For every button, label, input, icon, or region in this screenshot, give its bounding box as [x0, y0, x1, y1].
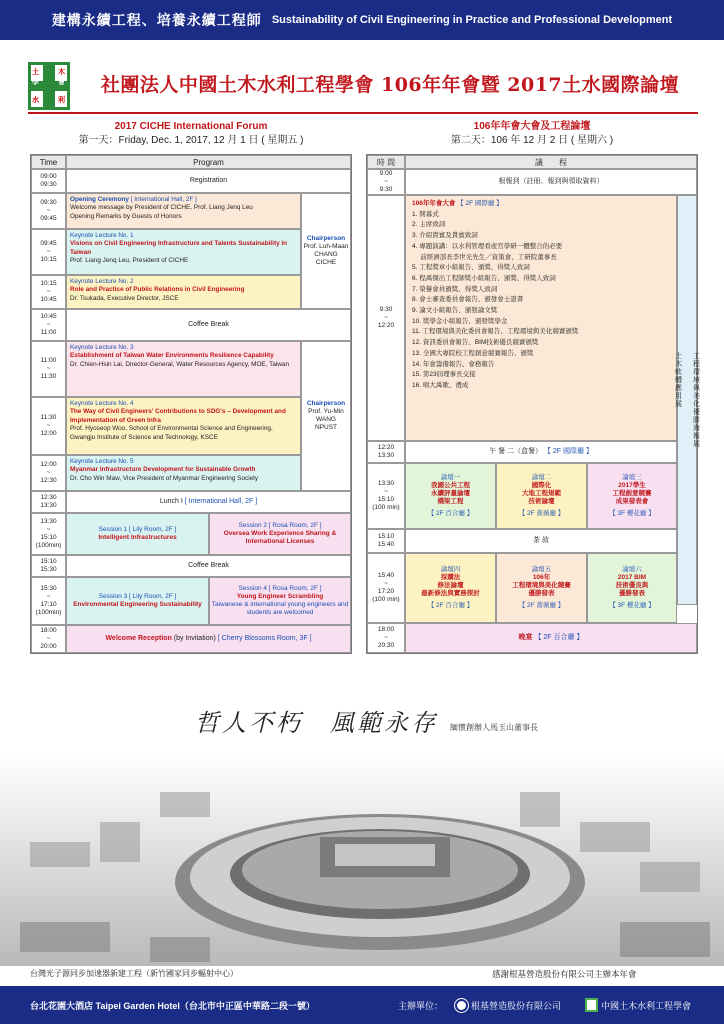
- host-label: 主辦單位：: [398, 1000, 444, 1011]
- session-3: Session 3 [ Lily Room, 2F ] Environmental Engineering Sustainability: [66, 577, 209, 625]
- keynote-3: Keynote Lecture No. 3 Establishment of Taiwan Water Environments Resilience Capability Dr. Chien-Hsin Lai, Director-General, Water Resources Agency, MOE, Taiwan: [66, 341, 301, 397]
- forum-4: 論壇四 採購法 修法論壇 最新修法與實務探討 【 2F 百合廳 】: [405, 553, 496, 623]
- keynote-1: Keynote Lecture No. 1 Visions on Civil Engineering Infrastructure and Talents Sustainability in Taiwan Prof. Liang Jenq Leu, President of CICHE: [66, 229, 301, 275]
- exhibition-column: 工程環境與美化優勝海報展 土木軟體應用展: [677, 195, 697, 605]
- forum-5: 論壇五 106年 工程環境與美化競賽 優勝發表 【 2F 薔薇廳 】: [496, 553, 587, 623]
- session-4: Session 4 [ Rosa Room, 2F ] Young Engineer Scrambling Taiwanese & international young engineers and students are welcomed: [209, 577, 351, 625]
- society-logo-icon: [585, 998, 598, 1012]
- welcome-reception: Welcome Reception (by Invitation) [ Cherry Blossoms Room, 3F ]: [66, 625, 351, 653]
- session-1: Session 1 [ Lily Room, 2F ] Intelligent Infrastructures: [66, 513, 209, 555]
- registration: Registration: [66, 169, 351, 193]
- top-banner: [0, 0, 724, 40]
- banquet: 晚宴 【 2F 百合廳 】: [405, 623, 697, 653]
- chairperson-2: Chairperson Prof. Yu-Min WANG NPUST: [301, 341, 351, 491]
- synchrotron-photo: [0, 752, 724, 966]
- coffee-break-2: Coffee Break: [66, 555, 351, 577]
- footer-bar: [0, 986, 724, 1024]
- ciche-logo: 土 木 水 利 學 會: [28, 62, 70, 110]
- col-time: Time: [31, 155, 66, 169]
- col-program: Program: [66, 155, 351, 169]
- forum-1: 論壇一 我國公共工程 永續評量論壇 橋梁工程 【 2F 百合廳 】: [405, 463, 496, 529]
- col-program-zh: 議 程: [405, 155, 697, 169]
- tea-break: 茶 敘: [405, 529, 677, 553]
- forum-2: 論壇二 國際化 大地工程規範 技術論壇 【 2F 薔薇廳 】: [496, 463, 587, 529]
- venue: 台北花園大酒店 Taipei Garden Hotel（台北市中正區中華路二段一號）: [30, 1000, 315, 1011]
- lunch-1: Lunch I [ International Hall, 2F ]: [66, 491, 351, 513]
- time-registration: 09:00 09:30: [31, 169, 66, 193]
- forum-3: 論壇三 2017學生 工程創意競賽 成果發表會 【 3F 櫻花廳 】: [587, 463, 677, 529]
- session-2: Session 2 [ Rosa Room, 2F ] Oversea Work Experience Sharing & International Licenses: [209, 513, 351, 555]
- company-logo-icon: [455, 999, 468, 1012]
- page-title: 社團法人中國土木水利工程學會 106年年會暨 2017土水國際論壇: [100, 74, 680, 96]
- left-schedule-table: Time Program 09:00 09:30 Registration 09:30 ~ 09:45 Opening Ceremony [ International Hall, 2F ] Welcome message by President of CICHE, Prof. Liang Jenq Leu Opening Remarks by Guests of Honors 09:45 ~ 10:15 Keynote Lecture No. 1 Visions on Civil Engineering Infrastructure and Talents Sustainability in Taiwan Prof. Liang Jenq Leu, President of CICHE 10:15 ~ 10:45 Keynote Lecture No. 2 Role and Practice of Public Relations in Civil Engineering Dr. Tsukada, Executive Director, JSCE Chairperson Prof. Luh-Maan CHANG CICHE 10:45 ~ 11:00 Coffee Break 11:00 ~ 11:30 Keynote Lecture No. 3 Establishment of Taiwan Water Environments Resilience Capability Dr. Chien-Hsin Lai, Director-General, Water Resources Agency, MOE, Taiwan 11:30 ~ 12:00 Keynote Lecture No. 4 The Way of Civil Engineers' Contributions to SDG's – Development and Implementation of Green Infra Prof. Hyoseop Woo, School of Environmental Science and Engineering, Gwangju Institute of Science and Technology, KSCE 12:00 ~ 12:30 Keynote Lecture No. 5 Myanmar Infrastructure Development for Sustainable Growth Dr. Cho Win Maw, Vice President of Myanmar Engineering Society Chairperson Prof. Yu-Min WANG NPUST 12:30 13:30 Lunch I [ International Hall, 2F ] 13:30 ~ 15:10 (100min) Session 1 [ Lily Room, 2F ] Intelligent Infrastructures Session 2 [ Rosa Room, 2F ] Oversea Work Experience Sharing & International Licenses 15:10 15:30 Coffee Break 15:30 ~ 17:10 (100min) Session 3 [ Lily Room, 2F ] Environmental Engineering Sustainability Session 4 [ Rosa Room, 2F ] Young Engineer Scrambling Taiwanese & international young engineers and students are welcomed 18:00 ~ 20:00 Welcome Reception (by Invitation) [ Cherry Blossoms Room, 3F ]: [30, 154, 352, 654]
- opening-ceremony: Opening Ceremony [ International Hall, 2F ] Welcome message by President of CICHE, Prof. Liang Jenq Leu Opening Remarks by Guests of Honors: [66, 193, 301, 229]
- organizer-2: 中國土木水利工程學會: [585, 998, 691, 1012]
- registration-zh: 根 報到（註冊、報到與領取資料）: [405, 169, 697, 195]
- keynote-2: Keynote Lecture No. 2 Role and Practice of Public Relations in Civil Engineering Dr. Tsukada, Executive Director, JSCE: [66, 275, 301, 309]
- banner-zh: 建構永續工程、培養永續工程師: [51, 13, 262, 29]
- title-divider: [28, 112, 698, 114]
- photo-caption: 台灣光子源同步加速器新建工程（新竹國家同步輻射中心）: [30, 969, 238, 978]
- sponsor-thanks: 感謝根基營造股份有限公司主辦本年會: [492, 969, 637, 979]
- right-section-title: 106年年會大會及工程論壇 第二天：106 年 12 月 2 日 ( 星期六 ): [450, 121, 614, 146]
- coffee-break-1: Coffee Break: [66, 309, 351, 341]
- memorial-subtitle: 緬懷創辦人馬玉山董事長: [450, 723, 538, 732]
- keynote-4: Keynote Lecture No. 4 The Way of Civil Engineers' Contributions to SDG's – Development and Implementation of Green Infra Prof. Hyoseop Woo, School of Environmental Science and Engineering, Gwangju Institute of Science and Technology, KSCE: [66, 397, 301, 455]
- memorial-quote: 哲人不朽 風範永存: [195, 709, 438, 737]
- banner-en: Sustainability of Civil Engineering in Practice and Professional Development: [271, 14, 673, 26]
- annual-meeting: 106年年會大會 【 2F 國際廳 】 1. 開幕式 2. 主席致詞 3. 介紹貴賓及貴賓致詞 4. 專題演講：以水利管理看產官學研一體整合的必要 前經濟部長李世光先生／資策會、工研院董事長 5. 工程獎章小組報告、頒獎、得獎人致詞 6. 程禹傑出工程師獎小組報告、頒獎、得獎人致詞 7. 榮譽會員頒獎、得獎人致詞 8. 會士審查委員會報告、頒發會士證書 9. 論文小組報告、頒發論文獎 10. 獎學金小組報告、頒發獎學金 11. 工程環境與美化委員會報告、工程環境與美化競賽頒獎 12. 資訊委員會報告、BIM技術優良競賽頒獎 13. 全國大專院校工程創意競賽報告、頒獎 14. 年會籌備報告、會務報告 15. 第23屆理事長交接 16. 唱大禹歌、禮成: [405, 195, 677, 441]
- chairperson-1: Chairperson Prof. Luh-Maan CHANG CICHE: [301, 193, 351, 309]
- forum-6: 論壇六 2017 BIM 技術優良與 優勝發表 【 3F 櫻花廳 】: [587, 553, 677, 623]
- col-time-zh: 時 間: [367, 155, 405, 169]
- organizer-1: 根基營造股份有限公司: [455, 999, 561, 1012]
- lunch-zh: 午 餐 二（盒餐） 【 2F 國際廳 】: [405, 441, 677, 463]
- keynote-5: Keynote Lecture No. 5 Myanmar Infrastructure Development for Sustainable Growth Dr. Cho Win Maw, Vice President of Myanmar Engineering Society: [66, 455, 301, 491]
- right-schedule-table: 時 間 議 程 9:00 ~ 9:30 根 報到（註冊、報到與領取資料） 9:30 ~ 12:20 106年年會大會 【 2F 國際廳 】 1. 開幕式 2. 主席致詞 3. 介紹貴賓及貴賓致詞 4. 專題演講：以水利管理看產官學研一體整合的必要 前經濟部長李世光先生／資策會、工研院董事長 5. 工程獎章小組報告、頒獎、得獎人致詞 6. 程禹傑出工程師獎小組報告、頒獎、得獎人致詞 7. 榮譽會員頒獎、得獎人致詞 8. 會士審查委員會報告、頒發會士證書 9. 論文小組報告、頒發論文獎 10. 獎學金小組報告、頒發獎學金 11. 工程環境與美化委員會報告、工程環境與美化競賽頒獎 12. 資訊委員會報告、BIM技術優良競賽頒獎 13. 全國大專院校工程創意競賽報告、頒獎 14. 年會籌備報告、會務報告 15. 第23屆理事長交接 16. 唱大禹歌、禮成 工程環境與美化優勝海報展 土木軟體應用展 12:20 13:30 午 餐 二（盒餐） 【 2F 國際廳 】 13:30 ~ 15:10 (100 min) 論壇一 我國公共工程 永續評量論壇 橋梁工程 【 2F 百合廳 】 論壇二 國際化 大地工程規範 技術論壇 【 2F 薔薇廳 】 論壇三 2017學生 工程創意競賽 成果發表會 【 3F 櫻花廳 】 15:10 15:40 茶 敘 15:40 ~ 17:20 (100 min) 論壇四 採購法 修法論壇 最新修法與實務探討 【 2F 百合廳 】 論壇五 106年 工程環境與美化競賽 優勝發表 【 2F 薔薇廳 】 論壇六 2017 BIM 技術優良與 優勝發表 【 3F 櫻花廳 】 18:00 ~ 20:30 晚宴 【 2F 百合廳 】: [366, 154, 698, 654]
- left-section-title: 2017 CICHE International Forum 第一天：Friday, Dec. 1, 2017, 12 月 1 日 ( 星期五 ): [78, 121, 304, 146]
